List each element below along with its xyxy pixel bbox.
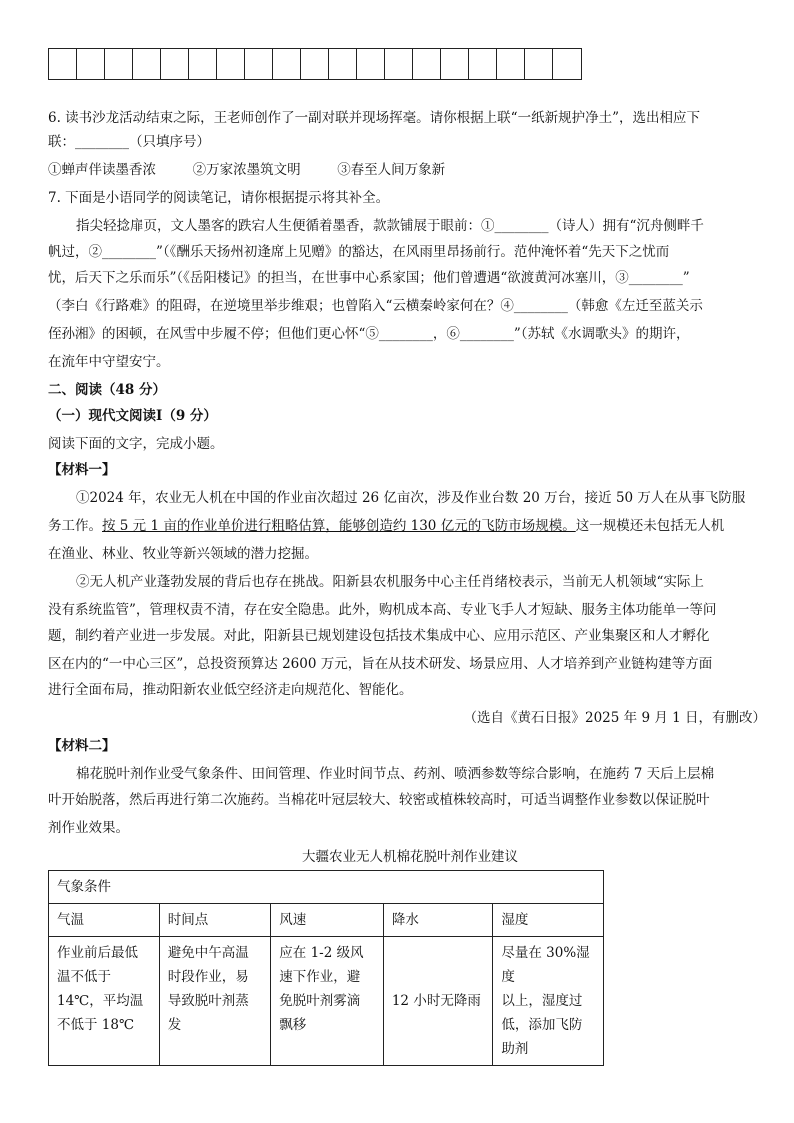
cell-line: 作业前后最低 bbox=[57, 945, 138, 961]
q7-line: 忧，后天下之乐而乐”（《岳阳楼记》的担当，在世事中心系家国；他们曾遭遇“欲渡黄河冰塞川，③________” bbox=[48, 270, 690, 286]
q6-option-1: ①蝉声伴读墨香浓 bbox=[48, 162, 156, 178]
column-header: 风速 bbox=[271, 904, 384, 937]
table-header-cell: 气象条件 bbox=[49, 871, 604, 904]
cell-line: 温不低于 bbox=[57, 969, 111, 985]
cell-line: 导致脱叶剂蒸 bbox=[167, 993, 249, 1009]
table-row bbox=[49, 937, 604, 1066]
q7-line: 帆过，②________”（《酬乐天扬州初逢席上见赠》的豁达，在风雨里昂扬前行。范仲淹怀着“先天下之忧而 bbox=[48, 244, 670, 260]
table-cell bbox=[271, 937, 384, 1066]
column-header: 降水 bbox=[383, 904, 493, 937]
q7-line: 指尖轻捻扉页，文人墨客的跌宕人生便循着墨香，款款铺展于眼前：①________（诗人）拥有“沉舟侧畔千 bbox=[76, 218, 704, 234]
cell-line: 发 bbox=[167, 1017, 182, 1033]
grid-cell[interactable] bbox=[357, 49, 385, 79]
q6-line1: 6. 读书沙龙活动结束之际，王老师创作了一副对联并现场挥毫。请你根据上联“一纸新规护净土”，选出相应下 bbox=[48, 110, 700, 126]
column-header: 气温 bbox=[49, 904, 160, 937]
section-title: 二、阅读（48 分） bbox=[48, 382, 166, 398]
grid-cell[interactable] bbox=[217, 49, 245, 79]
grid-cell[interactable] bbox=[525, 49, 553, 79]
table-cell bbox=[49, 937, 160, 1066]
material1-line: 题，制约着产业进一步发展。对此，阳新县已规划建设包括技术集成中心、应用示范区、产业集聚区和人才孵化 bbox=[48, 628, 710, 644]
material1-line: 进行全面布局，推动阳新农业低空经济走向规范化、智能化。 bbox=[48, 682, 413, 698]
cell-line: 飘移 bbox=[279, 1017, 307, 1033]
grid-cell[interactable] bbox=[385, 49, 413, 79]
grid-cell[interactable] bbox=[469, 49, 497, 79]
column-header: 湿度 bbox=[493, 904, 604, 937]
q6-option-3: ③春至人间万象新 bbox=[337, 162, 446, 178]
material1-underlined-sentence: 按 5 元 1 亩的作业单价进行粗略估算，能够创造约 130 亿元的飞防市场规模。 bbox=[102, 518, 576, 534]
grid-cell[interactable] bbox=[441, 49, 469, 79]
cell-line: 助剂 bbox=[501, 1041, 529, 1057]
grid-cell[interactable] bbox=[245, 49, 273, 79]
material1-text: 务工作。 bbox=[48, 518, 102, 534]
material1-label: 【材料一】 bbox=[48, 462, 116, 478]
grid-cell[interactable] bbox=[161, 49, 189, 79]
cell-line: 不低于 18℃ bbox=[57, 1017, 135, 1033]
material2-line: 叶开始脱落，然后再进行第二次施药。当棉花叶冠层较大、较密或植株较高时，可适当调整作业参数以保证脱叶 bbox=[48, 792, 710, 808]
material1-line: 在渔业、林业、牧业等新兴领域的潜力挖掘。 bbox=[48, 546, 318, 562]
table-caption: 大疆农业无人机棉花脱叶剂作业建议 bbox=[302, 849, 518, 865]
instruction: 阅读下面的文字，完成小题。 bbox=[48, 436, 224, 452]
grid-cell[interactable] bbox=[553, 49, 581, 79]
grid-cell[interactable] bbox=[189, 49, 217, 79]
cell-line: 免脱叶剂雾滴 bbox=[279, 993, 361, 1009]
material1-source: （选自《黄石日报》2025 年 9 月 1 日，有删改） bbox=[463, 710, 766, 726]
grid-cell[interactable] bbox=[77, 49, 105, 79]
column-header: 时间点 bbox=[159, 904, 271, 937]
section-subtitle: （一）现代文阅读Ⅰ（9 分） bbox=[48, 408, 217, 424]
cell-line: 应在 1-2 级风 bbox=[279, 945, 364, 961]
grid-cell[interactable] bbox=[133, 49, 161, 79]
grid-cell[interactable] bbox=[301, 49, 329, 79]
q7-line: （李白《行路难》的阻碍，在逆境里举步维艰；也曾陷入“云横秦岭家何在？④________（韩愈《左迁至蓝关示 bbox=[48, 298, 703, 314]
cell-line: 以上，湿度过 bbox=[501, 993, 583, 1009]
grid-cell[interactable] bbox=[49, 49, 77, 79]
table-cell bbox=[493, 937, 604, 1066]
cell-line: 12 小时无降雨 bbox=[391, 993, 481, 1009]
material1-line bbox=[48, 516, 724, 536]
material2-line: 棉花脱叶剂作业受气象条件、田间管理、作业时间节点、药剂、喷洒参数等综合影响，在施药 7 天后上层棉 bbox=[76, 766, 715, 782]
material2-line: 剂作业效果。 bbox=[48, 820, 129, 836]
spray-advice-table bbox=[48, 870, 604, 1066]
q7-line: 侄孙湘》的困顿，在风雪中步履不停；但他们更心怀“⑤________，⑥________”（苏轼《水调歌头》的期许， bbox=[48, 326, 690, 342]
q6-line2: 联：________（只填序号） bbox=[48, 134, 210, 150]
table-column-row bbox=[49, 904, 604, 937]
grid-cell[interactable] bbox=[413, 49, 441, 79]
cell-line: 避免中午高温 bbox=[167, 945, 249, 961]
q7-line: 在流年中守望安宁。 bbox=[48, 354, 170, 370]
grid-cell[interactable] bbox=[105, 49, 133, 79]
material2-label: 【材料二】 bbox=[48, 738, 116, 754]
table-cell bbox=[159, 937, 271, 1066]
material1-line: 没有系统监管”，管理权责不清，存在安全隐患。此外，购机成本高、专业飞手人才短缺、服务主体功能单一等问 bbox=[48, 602, 717, 618]
q6-options bbox=[48, 160, 445, 180]
cell-line: 低，添加飞防 bbox=[501, 1017, 583, 1033]
cell-line: 14℃，平均温 bbox=[57, 993, 144, 1009]
cell-line: 时段作业，易 bbox=[167, 969, 249, 985]
material1-line: ①2024 年，农业无人机在中国的作业亩次超过 26 亿亩次，涉及作业台数 20 万台，接近 50 万人在从事飞防服 bbox=[76, 490, 746, 506]
material1-text: 这一规模还未包括无人机 bbox=[575, 518, 725, 534]
q7-title: 7. 下面是小语同学的阅读笔记，请你根据提示将其补全。 bbox=[48, 190, 390, 206]
grid-cell[interactable] bbox=[273, 49, 301, 79]
cell-line: 尽量在 30%湿度 bbox=[501, 945, 590, 985]
table-header-row bbox=[49, 871, 604, 904]
material1-line: ②无人机产业蓬勃发展的背后也存在挑战。阳新县农机服务中心主任肖绪校表示，当前无人机领域“实际上 bbox=[76, 574, 704, 590]
material1-line: 区在内的“一中心三区”，总投资预算达 2600 万元，旨在从技术研发、场景应用、人才培养到产业链构建等方面 bbox=[48, 656, 713, 672]
q6-option-2: ②万家浓墨筑文明 bbox=[192, 162, 301, 178]
grid-cell[interactable] bbox=[329, 49, 357, 79]
grid-cell[interactable] bbox=[497, 49, 525, 79]
answer-grid[interactable] bbox=[48, 48, 582, 80]
table-cell bbox=[383, 937, 493, 1066]
cell-line: 速下作业，避 bbox=[279, 969, 361, 985]
